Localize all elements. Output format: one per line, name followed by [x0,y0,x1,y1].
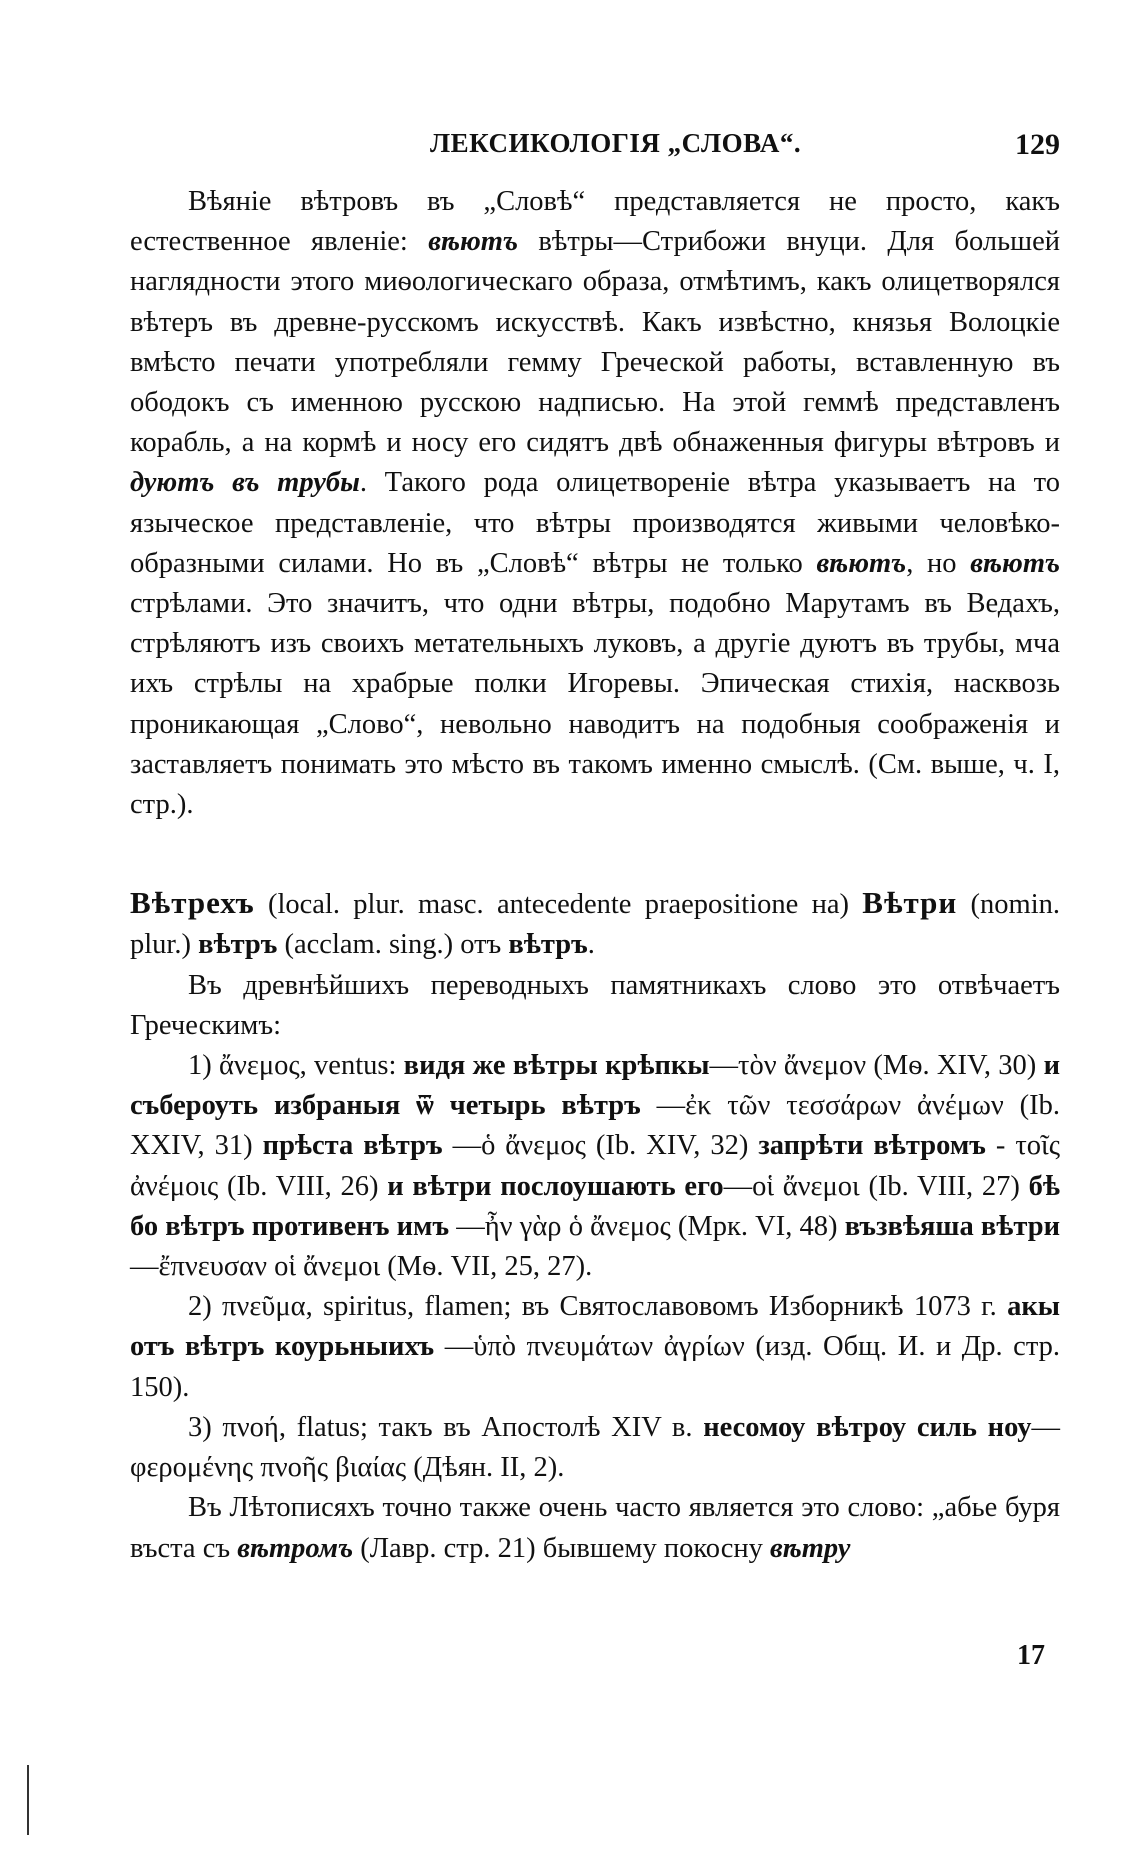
text-run: (Лавр. стр. 21) бывшему покосну [353,1532,770,1564]
text-run: —ἔπνευσαν οἱ ἄνεμοι (Мѳ. VII, 25, 27). [130,1251,593,1283]
bold-run: и вѣтри послоушають его [387,1170,724,1202]
bold-run: възвѣяша вѣтри [844,1210,1060,1242]
text-run: вѣтры—Стрибожи внуци. Для большей наглядности этого миѳологическаго образа, отмѣтимъ, какъ олицетворялся вѣтеръ въ древне-русскомъ искусствѣ. Какъ извѣстно, князья Волоцкіе вмѣсто печати употребляли гемму Греческой работы, вставленную въ ободокъ съ именною русскою надписью. На этой геммѣ представленъ корабль, а на кормѣ и носу его сидятъ двѣ обнаженныя фигуры вѣтровъ и [130,226,1060,459]
text-run: (nomin. plur.) [130,889,1061,961]
text-run: Въ Лѣтописяхъ точно также очень часто является это слово: „абье буря въста съ [130,1492,1060,1564]
text-run: Вѣяніе вѣтровъ въ „Словѣ“ представляется не просто, какъ естественное явленіе: [130,186,1060,258]
text-run: —τὸν ἄνεμον (Мѳ. XIV, 30) [709,1050,1044,1082]
page-number: 129 [1015,128,1060,161]
bold-run: и събероуть избраныя ѿ четырь вѣтръ [130,1050,1061,1122]
bold-run: видя же вѣтры крѣпкы [403,1050,710,1082]
text-run: —ὁ ἄνεμος (Ib. XIV, 32) [442,1130,759,1162]
italic-run: вѣтру [769,1532,851,1564]
paragraph-chronicles [130,1488,1060,1568]
bold-run: бѣ бо вѣтръ противенъ имъ [130,1170,1060,1242]
text-run: 3) πνοή, flatus; такъ въ Апостолѣ XIV в. [188,1411,704,1443]
italic-run: вѣютъ [816,547,907,579]
signature-mark: 17 [1017,1640,1045,1671]
text-run: —οἱ ἄνεμοι (Ib. VIII, 27) [723,1170,1029,1202]
bold-run: запрѣти вѣтромъ [758,1130,986,1162]
bold-run: несомоу вѣтроу силь ноу [703,1411,1032,1443]
text-run: 1) ἄνεμος, ventus: [188,1050,404,1082]
text-run: (acclam. sing.) отъ [277,929,509,961]
headword: Вѣтрехъ [130,885,255,921]
italic-run: вѣютъ [970,547,1060,579]
page-header [130,128,1060,168]
bold-run: акы отъ вѣтръ коурьныихъ [130,1291,1060,1363]
text-run: —ὑπὸ πνευμάτων ἀγρίων (изд. Общ. И. и Др. стр. 150). [130,1331,1060,1403]
text-run: . Такого рода олицетвореніе вѣтра указываетъ на то языческое представленіе, что вѣтры производятся живыми человѣко-образными силами. Но въ „Словѣ“ вѣтры не только [130,467,1060,579]
scan-edge-line [27,1765,29,1835]
text-run: —ἐκ τῶν τεσσάρων ἀνέμων (Ib. XXIV, 31) [130,1090,1060,1162]
headword: Вѣтри [862,885,958,921]
sense-3 [130,1408,1060,1488]
paragraph-wind-imagery [130,182,1060,825]
paragraph-greek-equivalents: Въ древнѣйшихъ переводныхъ памятникахъ слово это отвѣчаетъ Греческимъ: [130,969,1060,1041]
text-run: —ἦν γὰρ ὁ ἄνεμος (Мрк. VI, 48) [449,1210,845,1242]
bold-run: прѣста вѣтръ [262,1130,443,1162]
body-text [130,182,1060,1569]
text-run: 2) πνεῦμα, spiritus, flamen; въ Святославовомъ Изборникѣ 1073 г. [188,1291,1008,1323]
running-title: ЛЕКСИКОЛОГІЯ „СЛОВА“. [430,128,802,158]
text-run: —φερομένης πνοῆς βιαίας (Дѣян. II, 2). [130,1411,1060,1484]
dictionary-entry-header [130,883,1060,965]
sense-2 [130,1287,1060,1408]
italic-run: вѣтромъ [237,1532,354,1564]
text-run: - τοῖς ἀνέμοις (Ib. VIII, 26) [130,1130,1060,1202]
text-run: стрѣлами. Это значитъ, что одни вѣтры, подобно Марутамъ въ Ведахъ, стрѣляютъ изъ своихъ метательныхъ луковъ, а другіе дуютъ въ трубы, мча ихъ стрѣлы на храбрые полки Игоревы. Эпическая стихія, насквозь проникающая „Слово“, невольно наводитъ на подобныя соображенія и заставляетъ понимать это мѣсто въ такомъ именно смыслѣ. (См. выше, ч. I, стр.). [130,588,1060,821]
sense-1 [130,1046,1060,1287]
italic-run: вѣютъ [428,226,518,258]
bold-run: вѣтръ [198,929,278,961]
text-run: (local. plur. masc. antecedente praepositione на) [254,889,863,921]
text-run: . [587,929,595,961]
bold-run: вѣтръ [508,929,588,961]
text-run: , но [906,547,971,579]
italic-run: дуютъ въ трубы [130,467,360,499]
